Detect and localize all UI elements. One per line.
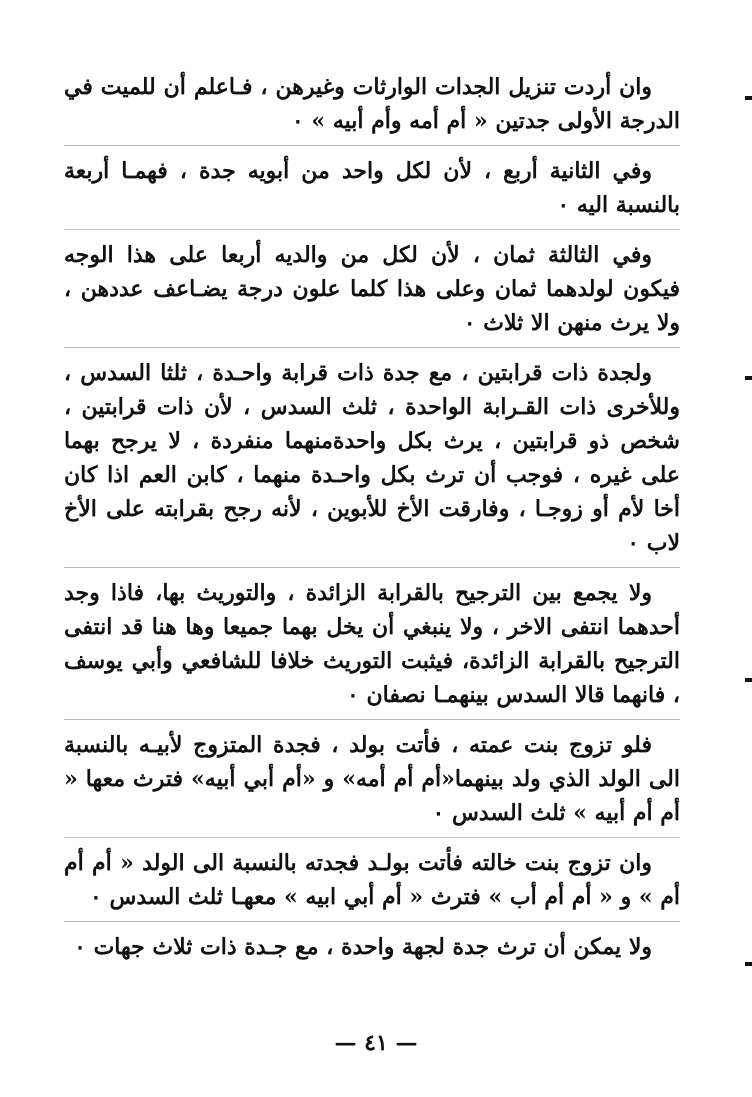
binding-mark xyxy=(745,376,752,380)
document-page xyxy=(64,70,680,1030)
paragraph-maternal-cousin-example: وان تزوج بنت خالته فأتت بولـد فجدته بالنسبة الى الولد « أم أم أم » و « أم أم أب » فترث « أم أبي ابيه » معهـا ثلث السدس ٠ xyxy=(64,850,680,910)
divider xyxy=(64,347,680,348)
binding-mark xyxy=(745,678,752,682)
divider xyxy=(64,145,680,146)
divider xyxy=(64,229,680,230)
divider xyxy=(64,719,680,720)
paragraph-paternal-cousin-example: فلو تزوج بنت عمته ، فأتت بولد ، فجدة المتزوج لأبيـه بالنسبة الى الولد الذي ولد بينهما«أم أم أمه» و «أم أبي أبيه» فترث معها « أم أم أبيه » ثلث السدس ٠ xyxy=(64,732,680,826)
binding-mark xyxy=(745,962,752,966)
divider xyxy=(64,837,680,838)
divider xyxy=(64,921,680,922)
page-number: — ٤١ — xyxy=(334,1030,418,1056)
paragraph-preference-inheritance: ولا يجمع بين الترجيح بالقرابة الزائدة ، والتوريث بها، فاذا وجد أحدهما انتفى الاخر ، ولا ينبغي أن يخل بهما جميعا وها هنا قد انتفى الترجيح بالقرابة الزائدة، فيثبت التوريث خلافا للشافعي وأبي يوسف ، فانهما قالا السدس بينهمـا نصفان ٠ xyxy=(64,580,680,708)
paragraph-second-degree: وفي الثانية أربع ، لأن لكل واحد من أبويه جدة ، فهمـا أربعة بالنسبة اليه ٠ xyxy=(64,158,680,218)
paragraph-third-degree: وفي الثالثة ثمان ، لأن لكل من والديه أربعا على هذا الوجه فيكون لولدهما ثمان وعلى هذا كلما علون درجة يضـاعف عددهن ، ولا يرث منهن الا ثلاث ٠ xyxy=(64,242,680,336)
divider xyxy=(64,567,680,568)
paragraph-grandmothers-degrees: وان أردت تنزيل الجدات الوارثات وغيرهن ، فـاعلم أن للميت في الدرجة الأولى جدتين « أم أمه وأم أبيه » ٠ xyxy=(64,74,680,134)
paragraph-two-kinships: ولجدة ذات قرابتين ، مع جدة ذات قرابة واحـدة ، ثلثا السدس ، وللأخرى ذات القـرابة الواحدة ، ثلث السدس ، لأن ذات قرابتين ، شخص ذو قرابتين ، يرث بكل واحدةمنهما منفردة ، لا يرجح بهما على غيره ، فوجب أن ترث بكل واحـدة منهما ، كابن العم اذا كان أخا لأم أو زوجـا ، وفارقت الأخ للأبوين ، لأنه رجح بقرابته على الأخ لاب ٠ xyxy=(64,360,680,556)
binding-mark xyxy=(745,96,752,100)
paragraph-three-directions: ولا يمكن أن ترث جدة لجهة واحدة ، مع جـدة ذات ثلاث جهات ٠ xyxy=(74,934,652,960)
